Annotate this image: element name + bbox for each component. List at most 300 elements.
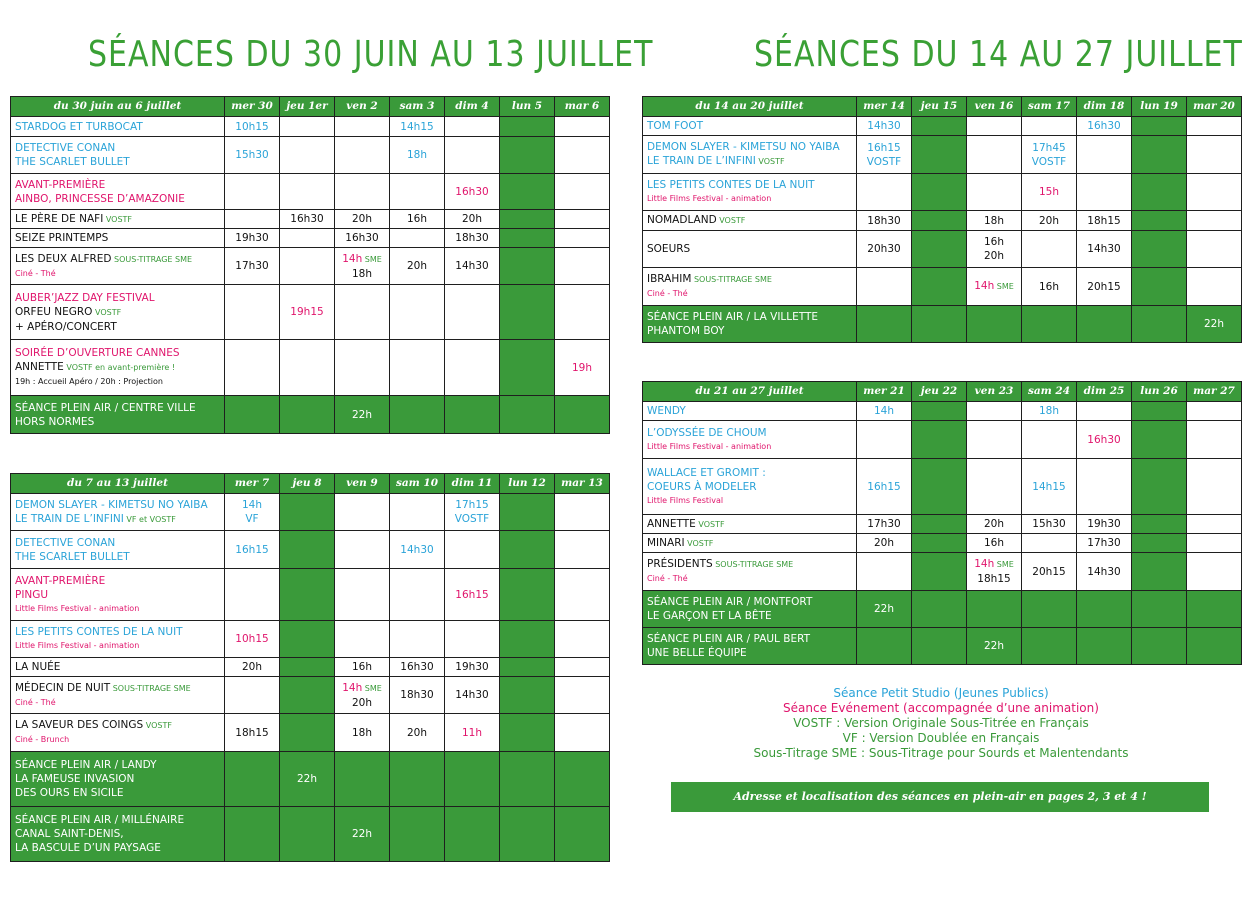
showtime-cell	[967, 421, 1022, 459]
schedule-table	[642, 96, 1242, 343]
film-title-cell	[11, 396, 225, 434]
cell-text	[1077, 119, 1131, 133]
legend-line: Séance Evénement (accompagnée d’une animation)	[783, 701, 1099, 715]
showtime-cell	[967, 306, 1022, 343]
closed-day-cell	[280, 677, 335, 714]
format-tag: SOUS-TITRAGE SME	[691, 275, 772, 284]
text-main: 16h	[1038, 280, 1059, 293]
text-main: 18h	[406, 149, 427, 161]
showtime-cell	[225, 494, 280, 531]
text-main: 20h	[461, 213, 482, 225]
event-note	[15, 267, 220, 281]
showtime-cell	[280, 229, 335, 248]
right-page-title: SÉANCES DU 14 AU 27 JUILLET	[754, 34, 1243, 76]
text-main: UNE BELLE ÉQUIPE	[647, 647, 747, 659]
showtime-cell	[280, 396, 335, 434]
table-header-row	[643, 97, 1242, 117]
text-main: ORFEU NEGRO	[15, 305, 93, 318]
open-air-screening-row	[11, 752, 610, 807]
schedule-week-1	[10, 96, 610, 434]
cell-text	[225, 498, 279, 512]
showtime-cell	[1077, 117, 1132, 136]
showtime-cell	[1022, 628, 1077, 665]
showtime-cell	[390, 340, 445, 396]
showtime-cell	[967, 534, 1022, 553]
closed-day-cell	[1132, 553, 1187, 591]
cell-text	[390, 726, 444, 740]
closed-day-cell	[500, 137, 555, 174]
closed-day-cell	[1132, 268, 1187, 306]
format-tag: VF et VOSTF	[123, 514, 176, 524]
text-main: 14h	[873, 405, 894, 417]
film-title-cell	[11, 658, 225, 677]
film-title-cell	[11, 531, 225, 569]
film-title-cell	[11, 807, 225, 862]
day-header: dim 11	[445, 474, 500, 494]
closed-day-cell	[500, 714, 555, 752]
closed-day-cell	[1132, 117, 1187, 136]
showtime-cell	[390, 174, 445, 210]
showtime-cell	[857, 515, 912, 534]
cell-text	[15, 758, 220, 772]
showtime-cell	[1077, 231, 1132, 268]
text-main: LA NUÉE	[15, 661, 61, 673]
cell-text	[15, 498, 220, 512]
film-title-cell	[11, 752, 225, 807]
film-title-cell	[643, 459, 857, 515]
text-main: WALLACE ET GROMIT :	[647, 466, 766, 479]
showtime-cell	[335, 210, 390, 229]
showtime-cell	[857, 231, 912, 268]
text-main: 20h	[983, 518, 1004, 530]
cell-text	[390, 543, 444, 557]
closed-day-cell	[1132, 459, 1187, 515]
showtime-cell	[1187, 553, 1242, 591]
cell-text	[445, 231, 499, 245]
film-title-cell	[643, 628, 857, 665]
showtime-cell	[967, 402, 1022, 421]
film-title-cell	[643, 211, 857, 231]
cell-text	[967, 279, 1021, 294]
film-row	[643, 117, 1242, 136]
closed-day-cell	[500, 117, 555, 137]
day-header: ven 2	[335, 97, 390, 117]
cell-text	[335, 231, 389, 245]
cell-text	[15, 252, 220, 267]
showtime-cell	[1187, 174, 1242, 211]
cell-text	[15, 360, 220, 375]
day-header: mar 13	[555, 474, 610, 494]
film-row	[11, 531, 610, 569]
cell-text	[857, 602, 911, 616]
cell-text	[225, 148, 279, 162]
film-row	[11, 494, 610, 531]
showtime-cell	[912, 306, 967, 343]
showtime-cell	[1022, 211, 1077, 231]
text-main: 19h : Accueil Apéro / 20h : Projection	[15, 377, 163, 386]
cell-text	[15, 155, 220, 169]
format-tag: VOSTF	[684, 538, 714, 548]
showtime-cell	[280, 117, 335, 137]
showtime-cell	[1022, 268, 1077, 306]
showtime-cell	[1022, 136, 1077, 174]
text-main: 20h	[241, 661, 262, 673]
closed-day-cell	[1132, 136, 1187, 174]
showtime-cell	[225, 621, 280, 658]
text-main: MINARI	[647, 536, 685, 549]
text-main: 16h30	[1087, 433, 1121, 446]
cell-text	[647, 609, 852, 623]
showtime-cell	[335, 569, 390, 621]
text-main: 14h30	[1087, 565, 1121, 578]
closed-day-cell	[912, 534, 967, 553]
film-title-cell	[11, 229, 225, 248]
film-title-cell	[11, 210, 225, 229]
text-main: DETECTIVE CONAN	[15, 536, 116, 549]
format-tag: VOSTF	[103, 214, 133, 224]
showtime-cell	[445, 569, 500, 621]
text-main: ANNETTE	[647, 517, 696, 530]
text-main: + APÉRO/CONCERT	[15, 320, 117, 333]
text-main: 17h30	[1087, 537, 1121, 549]
cell-text	[15, 320, 220, 334]
cell-text	[280, 305, 334, 319]
cell-text	[1077, 536, 1131, 550]
film-row	[643, 534, 1242, 553]
showtime-cell	[390, 658, 445, 677]
text-main: 22h	[296, 773, 317, 785]
showtime-cell	[1187, 211, 1242, 231]
showtime-cell	[857, 268, 912, 306]
cell-text	[335, 252, 389, 267]
cell-text	[1077, 214, 1131, 228]
film-title-cell	[643, 402, 857, 421]
text-main: 18h15	[1087, 214, 1121, 227]
closed-day-cell	[500, 569, 555, 621]
text-main: SEIZE PRINTEMPS	[15, 232, 109, 244]
showtime-cell	[445, 248, 500, 285]
table-header-row	[11, 97, 610, 117]
cell-text	[15, 231, 220, 245]
showtime-cell	[1022, 306, 1077, 343]
event-note	[647, 572, 852, 586]
cell-text	[390, 688, 444, 702]
showtime-cell	[1022, 231, 1077, 268]
showtime-cell	[1077, 515, 1132, 534]
cell-text	[967, 517, 1021, 531]
showtime-cell	[555, 174, 610, 210]
cell-text	[647, 557, 852, 572]
closed-day-cell	[912, 459, 967, 515]
showtime-cell	[555, 229, 610, 248]
week-range-header: du 14 au 20 juillet	[643, 97, 857, 117]
cell-text	[15, 212, 220, 227]
showtime-cell	[445, 714, 500, 752]
showtime-cell	[280, 248, 335, 285]
cell-text	[15, 786, 220, 800]
showtime-cell	[1132, 306, 1187, 343]
showtime-cell	[1022, 402, 1077, 421]
film-row	[643, 553, 1242, 591]
film-row	[11, 285, 610, 340]
showtime-cell	[335, 229, 390, 248]
closed-day-cell	[500, 677, 555, 714]
cell-text	[967, 536, 1021, 550]
showtime-cell	[225, 658, 280, 677]
showtime-cell	[967, 268, 1022, 306]
showtime-cell	[225, 531, 280, 569]
closed-day-cell	[912, 136, 967, 174]
day-header: jeu 15	[912, 97, 967, 117]
format-tag: VOSTF	[695, 519, 725, 529]
closed-day-cell	[500, 229, 555, 248]
cell-text	[335, 212, 389, 226]
cell-text	[15, 536, 220, 550]
text-main: HORS NORMES	[15, 415, 95, 428]
cell-text	[335, 660, 389, 674]
cell-text	[335, 681, 389, 696]
film-row	[643, 421, 1242, 459]
closed-day-cell	[912, 402, 967, 421]
text-main: 19h30	[1087, 518, 1121, 530]
cell-text	[445, 688, 499, 702]
film-title-cell	[643, 421, 857, 459]
cell-text	[225, 543, 279, 557]
text-main: 19h30	[455, 661, 489, 673]
day-header: mer 21	[857, 382, 912, 402]
text-main: Little Films Festival - animation	[647, 194, 772, 203]
text-main: NOMADLAND	[647, 214, 717, 226]
showtime-cell	[555, 285, 610, 340]
showtime-cell	[555, 658, 610, 677]
text-main: LES PETITS CONTES DE LA NUIT	[647, 179, 815, 191]
cell-text	[15, 772, 220, 786]
day-header: jeu 1er	[280, 97, 335, 117]
showtime-cell	[857, 211, 912, 231]
cell-text	[15, 291, 220, 305]
text-main: 14h15	[400, 120, 434, 133]
text-main: SÉANCE PLEIN AIR / CENTRE VILLE	[15, 401, 196, 414]
showtime-cell	[1022, 553, 1077, 591]
text-main: STARDOG ET TURBOCAT	[15, 120, 143, 133]
text-main: Ciné - Thé	[647, 289, 688, 298]
showtime-cell	[555, 396, 610, 434]
showtime-cell	[1022, 174, 1077, 211]
format-tag: SME	[994, 560, 1014, 569]
cell-text	[857, 141, 911, 155]
text-main: LE TRAIN DE L’INFINI	[647, 155, 756, 167]
cell-text	[15, 512, 220, 527]
showtime-cell	[1187, 136, 1242, 174]
week-range-header: du 21 au 27 juillet	[643, 382, 857, 402]
showtime-cell	[1077, 421, 1132, 459]
film-row	[11, 229, 610, 248]
schedule-week-2	[10, 473, 610, 862]
showtime-cell	[225, 174, 280, 210]
text-main: AUBER’JAZZ DAY FESTIVAL	[15, 291, 155, 304]
film-title-cell	[11, 621, 225, 658]
cell-text	[225, 660, 279, 674]
text-main: 17h15	[455, 499, 489, 511]
open-air-screening-row	[643, 306, 1242, 343]
cell-text	[647, 466, 852, 480]
closed-day-cell	[500, 210, 555, 229]
day-header: dim 4	[445, 97, 500, 117]
closed-day-cell	[1132, 211, 1187, 231]
cell-text	[967, 249, 1021, 263]
cell-text	[445, 259, 499, 273]
showtime-cell	[967, 459, 1022, 515]
showtime-cell	[1077, 268, 1132, 306]
cell-text	[647, 154, 852, 169]
text-main: 22h	[351, 828, 372, 840]
text-main: 10h15	[235, 120, 269, 133]
showtime-cell	[857, 553, 912, 591]
showtime-cell	[390, 621, 445, 658]
film-title-cell	[11, 174, 225, 210]
showtime-cell	[857, 628, 912, 665]
showtime-cell	[445, 807, 500, 862]
event-note	[15, 602, 220, 616]
closed-day-cell	[280, 658, 335, 677]
showtime-cell	[555, 677, 610, 714]
showtime-cell	[500, 396, 555, 434]
showtime-cell	[225, 752, 280, 807]
cell-text	[280, 212, 334, 226]
closed-day-cell	[280, 714, 335, 752]
showtime-cell	[1187, 117, 1242, 136]
cell-text	[335, 267, 389, 281]
film-title-cell	[11, 340, 225, 396]
cell-text	[335, 827, 389, 841]
showtime-cell	[280, 210, 335, 229]
text-main: 18h	[1038, 405, 1059, 417]
text-main: TOM FOOT	[647, 120, 704, 132]
closed-day-cell	[500, 621, 555, 658]
film-row	[11, 569, 610, 621]
film-row	[11, 714, 610, 752]
showtime-cell	[500, 752, 555, 807]
event-note	[15, 733, 220, 747]
showtime-cell	[555, 340, 610, 396]
showtime-cell	[335, 677, 390, 714]
text-main: Ciné - Thé	[15, 268, 56, 278]
showtime-cell	[1077, 174, 1132, 211]
closed-day-cell	[912, 211, 967, 231]
cell-text	[390, 259, 444, 273]
cell-text	[1022, 565, 1076, 579]
showtime-cell	[390, 677, 445, 714]
showtime-cell	[335, 752, 390, 807]
film-row	[11, 117, 610, 137]
showtime-cell	[1022, 534, 1077, 553]
open-air-screening-row	[11, 396, 610, 434]
film-title-cell	[11, 677, 225, 714]
text-main: LES DEUX ALFRED	[15, 252, 112, 265]
text-main: 18h	[351, 726, 372, 739]
film-row	[11, 621, 610, 658]
cell-text	[647, 178, 852, 192]
text-main: 14h	[974, 280, 995, 292]
showtime-cell	[555, 752, 610, 807]
day-header: ven 23	[967, 382, 1022, 402]
day-header: mer 7	[225, 474, 280, 494]
text-main: LE GARÇON ET LA BÊTE	[647, 610, 772, 622]
text-main: 17h30	[235, 260, 269, 272]
showtime-cell	[967, 515, 1022, 534]
format-tag: SOUS-TITRAGE SME	[111, 254, 193, 264]
showtime-cell	[857, 591, 912, 628]
cell-text	[15, 120, 220, 134]
legend-line: VOSTF : Version Originale Sous-Titrée en Français	[793, 716, 1089, 730]
film-title-cell	[11, 494, 225, 531]
legend-line: Sous-Titrage SME : Sous-Titrage pour Sourds et Malentendants	[753, 746, 1129, 760]
showtime-cell	[445, 117, 500, 137]
text-main: AINBO, PRINCESSE D’AMAZONIE	[15, 192, 185, 205]
text-main: 14h	[342, 252, 363, 265]
cell-text	[390, 120, 444, 134]
legend-line: Séance Petit Studio (Jeunes Publics)	[833, 686, 1049, 700]
showtime-cell	[857, 174, 912, 211]
cell-text	[225, 726, 279, 740]
showtime-cell	[280, 137, 335, 174]
text-main: 15h30	[235, 149, 269, 161]
cell-text	[857, 404, 911, 418]
showtime-cell	[857, 421, 912, 459]
showtime-cell	[445, 658, 500, 677]
cell-text	[445, 726, 499, 740]
showtime-cell	[225, 714, 280, 752]
film-row	[643, 515, 1242, 534]
showtime-cell	[500, 807, 555, 862]
text-main: 17h30	[867, 518, 901, 530]
showtime-cell	[225, 285, 280, 340]
film-row	[643, 211, 1242, 231]
film-row	[643, 136, 1242, 174]
cell-text	[647, 632, 852, 646]
closed-day-cell	[912, 421, 967, 459]
cell-text	[225, 120, 279, 134]
cell-text	[15, 141, 220, 155]
cell-text	[15, 305, 220, 320]
text-main: Ciné - Brunch	[15, 735, 70, 744]
showtime-cell	[967, 231, 1022, 268]
text-main: 16h30	[400, 661, 434, 673]
cell-text	[15, 625, 220, 639]
text-main: 14h	[241, 499, 262, 511]
showtime-cell	[1077, 211, 1132, 231]
text-main: COEURS À MODELER	[647, 480, 757, 493]
cell-text	[857, 536, 911, 550]
cell-text	[1022, 185, 1076, 199]
cell-text	[647, 595, 852, 609]
cell-text	[15, 827, 220, 841]
text-main: THE SCARLET BULLET	[15, 156, 130, 168]
showtime-cell	[335, 621, 390, 658]
schedule-table	[10, 96, 610, 434]
cell-text	[15, 346, 220, 360]
text-main: SÉANCE PLEIN AIR / MILLÉNAIRE	[15, 814, 185, 826]
showtime-cell	[390, 137, 445, 174]
showtime-cell	[1187, 515, 1242, 534]
showtime-cell	[967, 136, 1022, 174]
text-main: 18h30	[867, 214, 901, 227]
showtime-cell	[1022, 459, 1077, 515]
cell-text	[225, 632, 279, 646]
cell-text	[967, 639, 1021, 653]
text-main: SOEURS	[647, 243, 691, 255]
day-header: mar 20	[1187, 97, 1242, 117]
